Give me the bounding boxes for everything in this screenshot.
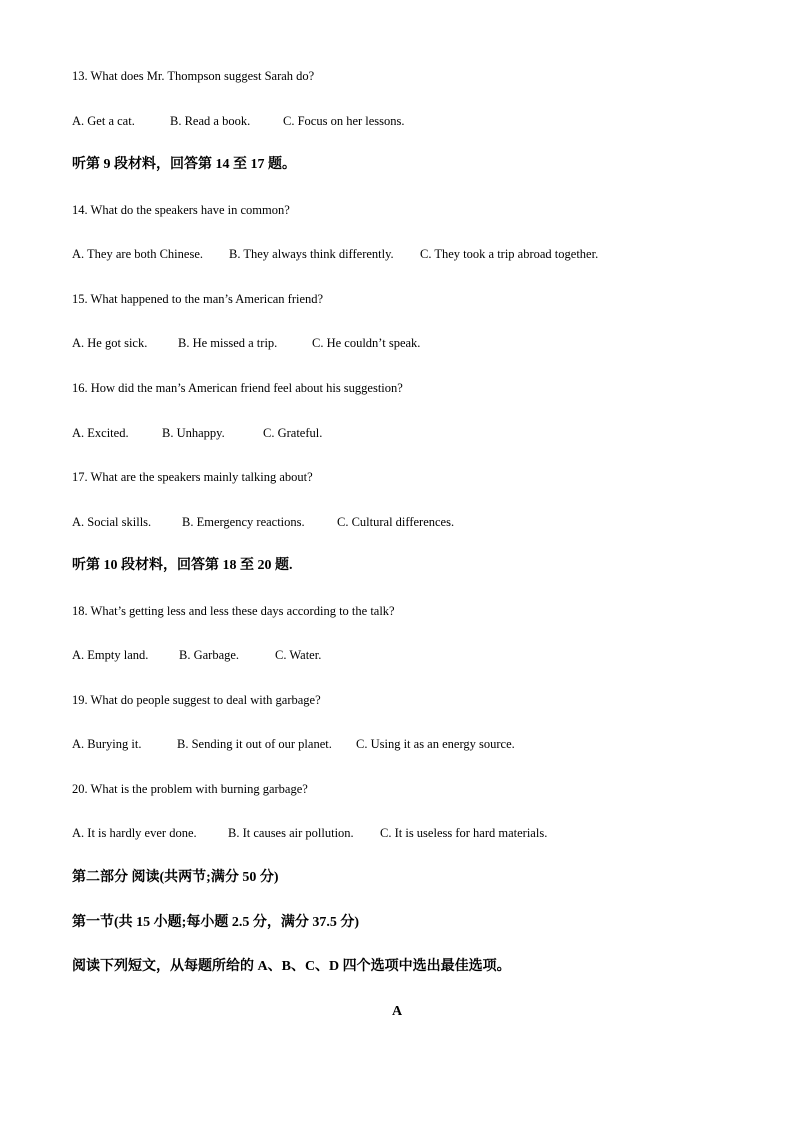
passage-label: A	[391, 1004, 403, 1019]
option-19-b: B. Sending it out of our planet.	[177, 737, 332, 751]
option-15-a: A. He got sick.	[72, 336, 148, 350]
question-16: 16. How did the man’s American friend feel about his suggestion?	[72, 381, 403, 395]
options-14	[72, 246, 598, 262]
option-14-b: B. They always think differently.	[229, 247, 394, 261]
section-1-heading: 第一节(共 15 小题;每小题 2.5 分，满分 37.5 分)	[72, 915, 359, 930]
question-15: 15. What happened to the man’s American friend?	[72, 292, 324, 306]
options-17	[72, 514, 454, 530]
option-13-b: B. Read a book.	[170, 114, 251, 128]
section-9-heading: 听第 9 段材料，回答第 14 至 17 题。	[72, 157, 296, 172]
option-13-c: C. Focus on her lessons.	[283, 114, 405, 128]
option-14-c: C. They took a trip abroad together.	[420, 247, 599, 261]
option-17-b: B. Emergency reactions.	[182, 515, 305, 529]
reading-instruction: 阅读下列短文，从每题所给的 A、B、C、D 四个选项中选出最佳选项。	[72, 959, 511, 974]
question-17: 17. What are the speakers mainly talking about?	[72, 470, 313, 484]
option-17-c: C. Cultural differences.	[337, 515, 455, 529]
options-19	[72, 736, 515, 752]
option-20-c: C. It is useless for hard materials.	[380, 826, 548, 840]
option-15-b: B. He missed a trip.	[178, 336, 278, 350]
option-20-b: B. It causes air pollution.	[228, 826, 354, 840]
options-20	[72, 825, 547, 841]
option-16-c: C. Grateful.	[263, 426, 323, 440]
option-17-a: A. Social skills.	[72, 515, 152, 529]
options-18	[72, 647, 321, 663]
part-2-heading: 第二部分 阅读(共两节;满分 50 分)	[72, 870, 279, 885]
option-18-a: A. Empty land.	[72, 648, 149, 662]
option-14-a: A. They are both Chinese.	[72, 247, 203, 261]
option-19-a: A. Burying it.	[72, 737, 142, 751]
option-18-c: C. Water.	[275, 648, 322, 662]
options-16	[72, 425, 322, 441]
question-14: 14. What do the speakers have in common?	[72, 203, 290, 217]
question-13: 13. What does Mr. Thompson suggest Sarah do?	[72, 69, 315, 83]
section-10-heading: 听第 10 段材料，回答第 18 至 20 题.	[72, 558, 293, 573]
option-16-b: B. Unhappy.	[162, 426, 225, 440]
option-20-a: A. It is hardly ever done.	[72, 826, 197, 840]
option-19-c: C. Using it as an energy source.	[356, 737, 515, 751]
option-15-c: C. He couldn’t speak.	[312, 336, 421, 350]
option-13-a: A. Get a cat.	[72, 114, 135, 128]
question-20: 20. What is the problem with burning garbage?	[72, 782, 308, 796]
option-16-a: A. Excited.	[72, 426, 129, 440]
options-13	[72, 113, 405, 129]
options-15	[72, 335, 420, 351]
option-18-b: B. Garbage.	[179, 648, 240, 662]
question-19: 19. What do people suggest to deal with garbage?	[72, 693, 321, 707]
question-18: 18. What’s getting less and less these days according to the talk?	[72, 604, 395, 618]
